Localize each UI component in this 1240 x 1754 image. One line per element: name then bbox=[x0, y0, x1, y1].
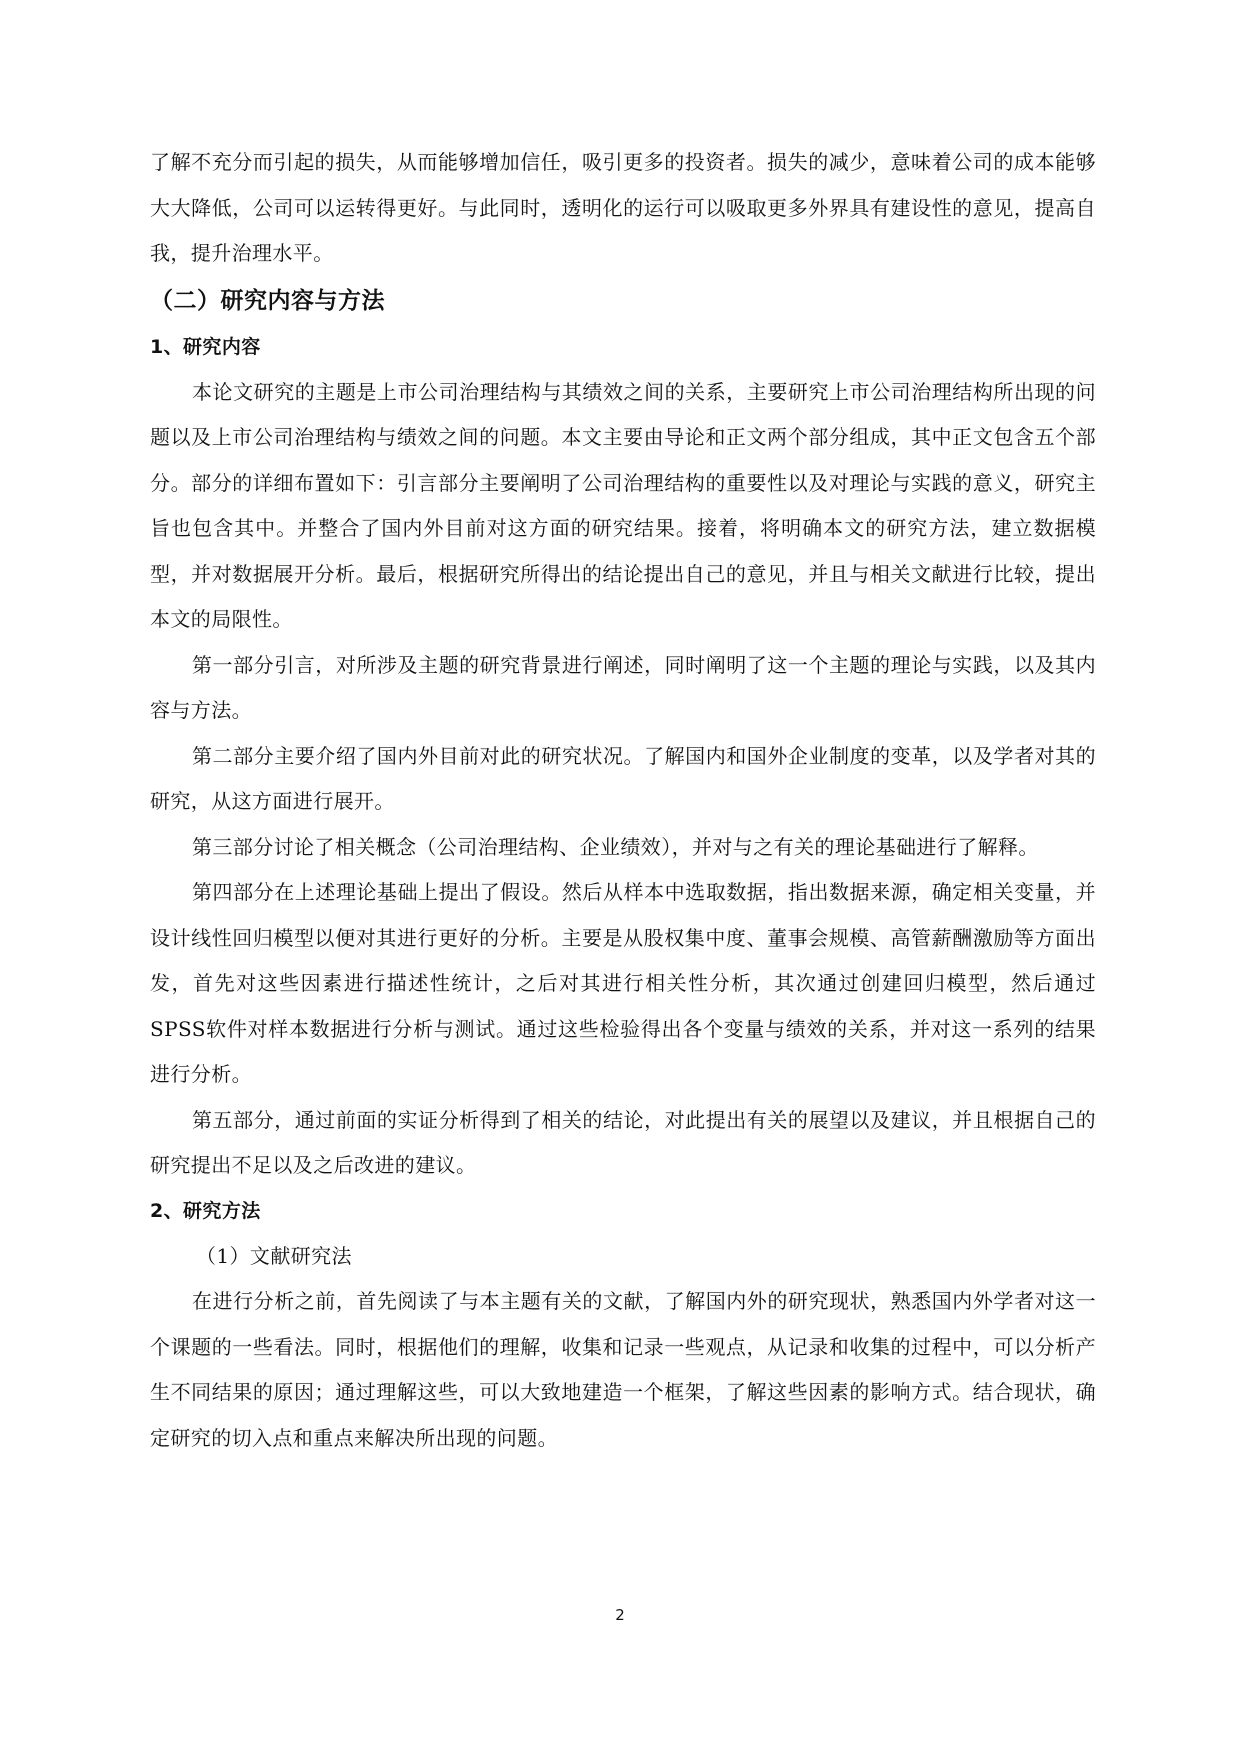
paragraph-part-five: 第五部分，通过前面的实证分析得到了相关的结论，对此提出有关的展望以及建议，并且根据自己的研究提出不足以及之后改进的建议。 bbox=[150, 1107, 1096, 1177]
paragraph-part-one: 第一部分引言，对所涉及主题的研究背景进行阐述，同时阐明了这一个主题的理论与实践，以及其内容与方法。 bbox=[150, 652, 1096, 722]
paragraph-overview: 本论文研究的主题是上市公司治理结构与其绩效之间的关系，主要研究上市公司治理结构所出现的问题以及上市公司治理结构与绩效之间的问题。本文主要由导论和正文两个部分组成，其中正文包含五个部分。部分的详细布置如下：引言部分主要阐明了公司治理结构的重要性以及对理论与实践的意义，研究主旨也包含其中。并整合了国内外目前对这方面的研究结果。接着，将明确本文的研究方法，建立数据模型，并对数据展开分析。最后，根据研究所得出的结论提出自己的意见，并且与相关文献进行比较，提出本文的局限性。 bbox=[150, 379, 1096, 631]
subsection-heading-research-content: 1、研究内容 bbox=[150, 335, 261, 358]
page-content bbox=[150, 140, 1096, 1461]
page-number: 2 bbox=[615, 1606, 625, 1624]
method-title-literature-research: （1）文献研究法 bbox=[196, 1243, 352, 1268]
intro-paragraph: 了解不充分而引起的损失，从而能够增加信任，吸引更多的投资者。损失的减少，意味着公司的成本能够大大降低，公司可以运转得更好。与此同时，透明化的运行可以吸取更多外界具有建设性的意见，提高自我，提升治理水平。 bbox=[150, 150, 1096, 265]
paragraph-part-three: 第三部分讨论了相关概念（公司治理结构、企业绩效），并对与之有关的理论基础进行了解释。 bbox=[192, 834, 1039, 859]
paragraph-part-two: 第二部分主要介绍了国内外目前对此的研究状况。了解国内和国外企业制度的变革，以及学者对其的研究，从这方面进行展开。 bbox=[150, 743, 1096, 813]
paragraph-literature-research: 在进行分析之前，首先阅读了与本主题有关的文献，了解国内外的研究现状，熟悉国内外学者对这一个课题的一些看法。同时，根据他们的理解，收集和记录一些观点，从记录和收集的过程中，可以分析产生不同结果的原因；通过理解这些，可以大致地建造一个框架，了解这些因素的影响方式。结合现状，确定研究的切入点和重点来解决所出现的问题。 bbox=[150, 1289, 1096, 1450]
paragraph-part-four: 第四部分在上述理论基础上提出了假设。然后从样本中选取数据，指出数据来源，确定相关变量，并设计线性回归模型以便对其进行更好的分析。主要是从股权集中度、董事会规模、高管薪酬激励等方面出发，首先对这些因素进行描述性统计，之后对其进行相关性分析，其次通过创建回归模型，然后通过SPSS软件对样本数据进行分析与测试。通过这些检验得出各个变量与绩效的关系，并对这一系列的结果进行分析。 bbox=[150, 880, 1096, 1086]
section-heading: （二）研究内容与方法 bbox=[150, 287, 385, 314]
subsection-heading-research-methods: 2、研究方法 bbox=[150, 1199, 261, 1222]
